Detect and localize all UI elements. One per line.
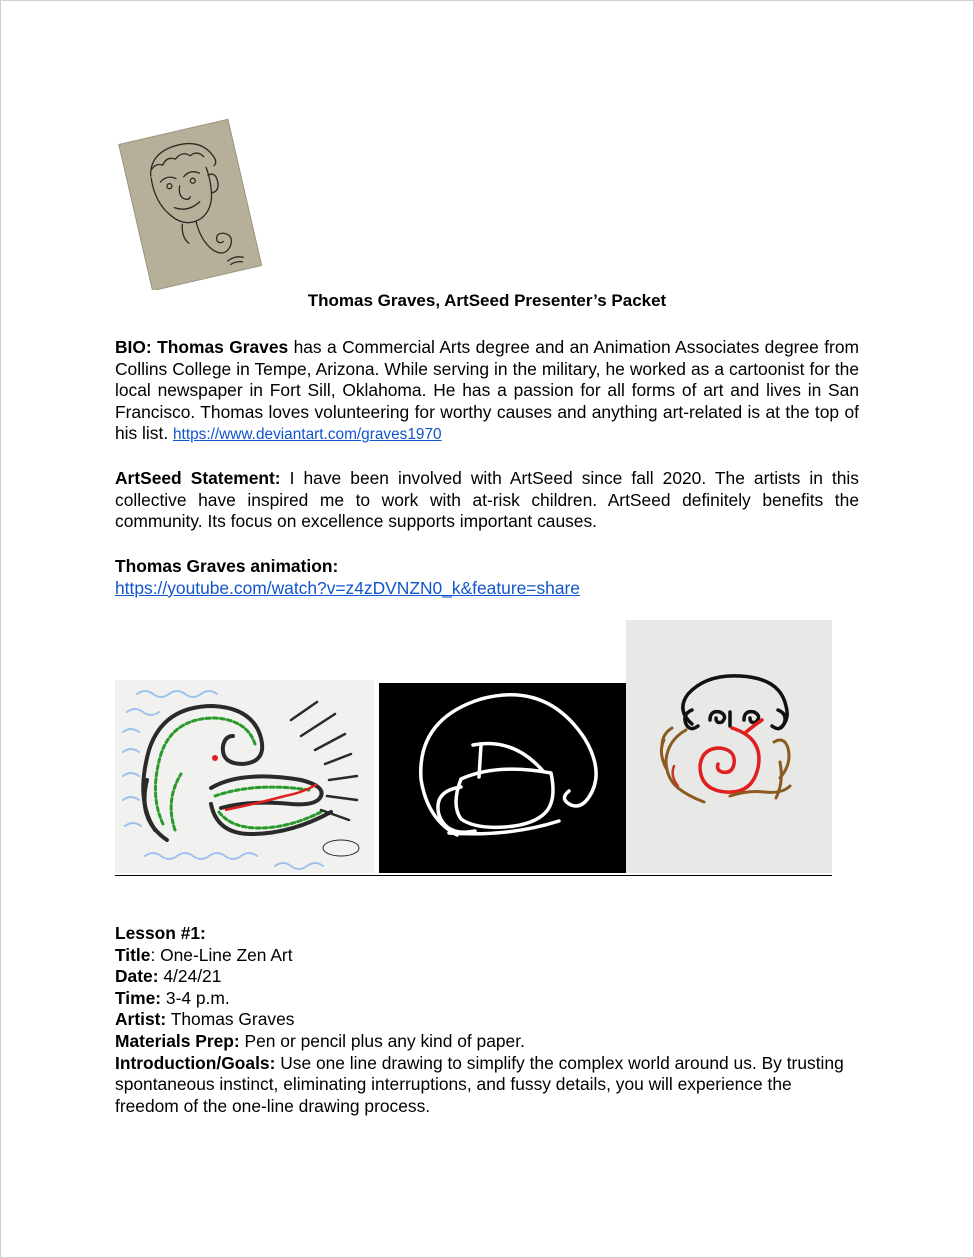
face-hands-artwork bbox=[626, 620, 832, 873]
animation-section bbox=[115, 556, 859, 599]
bio-text: has a Commercial Arts degree and an Animation Associates degree from Collins College in Tempe, Arizona. While serving in the military, he worked as a cartoonist for the local newspaper in Fort Sill, Oklahoma. He has a passion for all forms of art and lives in San Francisco. Thomas loves volunteering for worthy causes and anything art-related is at the top of his list. bbox=[115, 337, 860, 444]
lesson-section bbox=[115, 923, 859, 1117]
field-value: Pen or pencil plus any kind of paper. bbox=[244, 1030, 525, 1051]
lesson-heading: Lesson #1: bbox=[115, 923, 206, 943]
bio-label: BIO: Thomas Graves bbox=[115, 337, 289, 357]
field-label: Materials Prep: bbox=[115, 1030, 240, 1051]
lesson-goals-row bbox=[115, 1053, 859, 1118]
face-sketch-image bbox=[118, 118, 262, 290]
goals-text: Use one line drawing to simplify the complex world around us. By trusting spontaneous instinct, eliminating interruptions, and fussy details, you will experience the freedom of the one-line drawing process. bbox=[115, 1052, 844, 1116]
lesson-artist-row bbox=[115, 1009, 859, 1031]
statement-label: ArtSeed Statement: bbox=[115, 468, 281, 488]
lesson-date-row bbox=[115, 966, 859, 988]
field-separator: : bbox=[150, 944, 161, 965]
lesson-time-row bbox=[115, 988, 859, 1010]
goals-label: Introduction/Goals: bbox=[115, 1052, 276, 1073]
horizontal-rule bbox=[115, 875, 832, 876]
field-label: Time: bbox=[115, 987, 162, 1008]
lesson-materials-row bbox=[115, 1031, 859, 1053]
field-label: Title bbox=[115, 944, 151, 965]
crocodile-artwork bbox=[115, 680, 374, 873]
field-value: 3-4 p.m. bbox=[165, 987, 230, 1008]
page-title: Thomas Graves, ArtSeed Presenter’s Packet bbox=[307, 291, 667, 310]
statement-paragraph bbox=[115, 468, 859, 533]
one-line-cup-artwork bbox=[379, 683, 626, 873]
youtube-link[interactable]: https://youtube.com/watch?v=z4zDVNZN0_k&feature=share bbox=[115, 577, 580, 598]
bio-paragraph bbox=[115, 337, 859, 446]
field-value: One-Line Zen Art bbox=[160, 944, 293, 965]
statement-text: I have been involved with ArtSeed since fall 2020. The artists in this collective have inspired me to work with at-risk children. ArtSeed definitely benefits the community. Its focus on excellence supports important causes. bbox=[115, 468, 859, 532]
animation-label: Thomas Graves animation: bbox=[115, 556, 339, 576]
field-label: Artist: bbox=[115, 1009, 167, 1030]
lesson-title-row bbox=[115, 945, 859, 967]
field-label: Date: bbox=[115, 966, 159, 987]
field-value: Thomas Graves bbox=[170, 1009, 295, 1030]
deviantart-link[interactable]: https://www.deviantart.com/graves1970 bbox=[172, 426, 442, 444]
field-value: 4/24/21 bbox=[163, 966, 222, 987]
